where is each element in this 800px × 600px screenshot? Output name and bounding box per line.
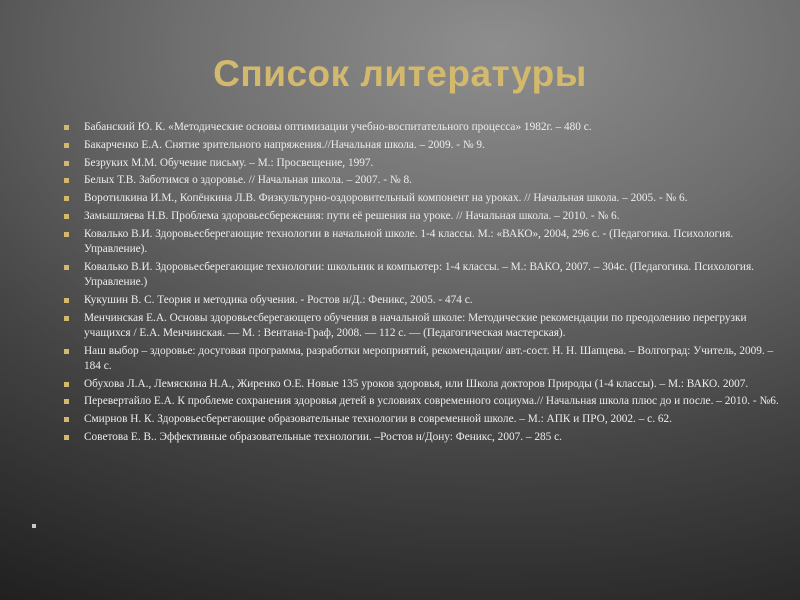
reference-text: Ковалько В.И. Здоровьесберегающие технологии в начальной школе. 1-4 классы. М.: «ВАКО», 2004, 296 с. - (Педагогика. Психология. Управление). — [84, 227, 734, 255]
reference-text: Белых Т.В. Заботимся о здоровье. // Начальная школа. – 2007. - № 8. — [84, 174, 412, 187]
list-item — [64, 377, 790, 392]
list-item — [64, 394, 790, 409]
reference-text: Перевертайло Е.А. К проблеме сохранения здоровья детей в условиях современного социума.// Начальная школа плюс до и после. – 2010. - №6. — [84, 395, 779, 408]
reference-text: Кукушин В. С. Теория и методика обучения. - Ростов н/Д.: Феникс, 2005. - 474 с. — [84, 293, 473, 306]
square-bullet-icon — [64, 161, 69, 166]
list-item — [64, 293, 790, 308]
square-bullet-icon — [64, 417, 69, 422]
reference-text: Бакарченко Е.А. Снятие зрительного напряжения.//Начальная школа. – 2009. - № 9. — [84, 138, 485, 151]
reference-text: Воротилкина И.М., Копёнкина Л.В. Физкультурно-оздоровительный компонент на уроках. // Начальная школа. – 2005. - № 6. — [84, 192, 688, 205]
reference-text: Ковалько В.И. Здоровьесберегающие технологии: школьник и компьютер: 1-4 классы. – М.: ВАКО, 2007. – 304с. (Педагогика. Психология. Управление.) — [84, 260, 754, 288]
list-item — [64, 344, 790, 374]
list-item — [64, 173, 790, 188]
list-item — [64, 260, 790, 290]
reference-text: Наш выбор – здоровье: досуговая программа, разработки мероприятий, рекомендации/ авт.-сост. Н. Н. Шапцева. – Волгоград: Учитель, 2009. – 184 с. — [84, 344, 774, 372]
list-item — [64, 412, 790, 427]
square-bullet-icon — [64, 125, 69, 130]
square-bullet-icon — [64, 399, 69, 404]
list-item — [64, 191, 790, 206]
reference-text: Безруких М.М. Обучение письму. – М.: Просвещение, 1997. — [84, 156, 374, 169]
square-bullet-icon — [64, 435, 69, 440]
square-bullet-icon — [64, 196, 69, 201]
list-item — [64, 138, 790, 153]
reference-text: Менчинская Е.А. Основы здоровьесберегающего обучения в начальной школе: Методические рекомендации по преодолению перегрузки учащихся / Е.А. Менчинская. — М. : Вентана-Граф, 2008. — 112 с. — (Педагогическая мастерская). — [84, 311, 747, 339]
reference-text: Бабанский Ю. К. «Методические основы оптимизации учебно-воспитательного процесса» 1982г. – 480 с. — [84, 121, 592, 133]
slide-title: Список литературы — [213, 53, 587, 94]
square-bullet-icon — [64, 232, 69, 237]
reference-text: Смирнов Н. К. Здоровьесберегающие образовательные технологии в современной школе. – М.: АПК и ПРО, 2002. – с. 62. — [84, 413, 672, 426]
reference-text: Советова Е. В.. Эффективные образовательные технологии. –Ростов н/Дону: Феникс, 2007. – 285 с. — [84, 430, 562, 443]
list-item — [64, 311, 790, 341]
list-item — [64, 156, 790, 171]
square-bullet-icon — [64, 382, 69, 387]
square-bullet-icon — [64, 178, 69, 183]
list-item — [64, 120, 790, 135]
reference-text: Замышляева Н.В. Проблема здоровьесбережения: пути её решения на уроке. // Начальная школа. – 2010. - № 6. — [84, 209, 620, 222]
reference-text: Обухова Л.А., Лемяскина Н.А., Жиренко О.Е. Новые 135 уроков здоровья, или Школа докторов Природы (1-4 классы). – М.: ВАКО. 2007. — [84, 377, 749, 390]
list-item — [64, 430, 790, 445]
square-bullet-icon — [64, 265, 69, 270]
square-bullet-icon — [64, 298, 69, 303]
square-bullet-icon — [64, 214, 69, 219]
square-bullet-icon — [64, 316, 69, 321]
square-bullet-icon — [64, 143, 69, 148]
square-bullet-icon — [64, 349, 69, 354]
reference-list — [64, 120, 790, 448]
list-item — [64, 209, 790, 224]
list-item — [64, 227, 790, 257]
empty-bullet-icon — [32, 524, 36, 528]
